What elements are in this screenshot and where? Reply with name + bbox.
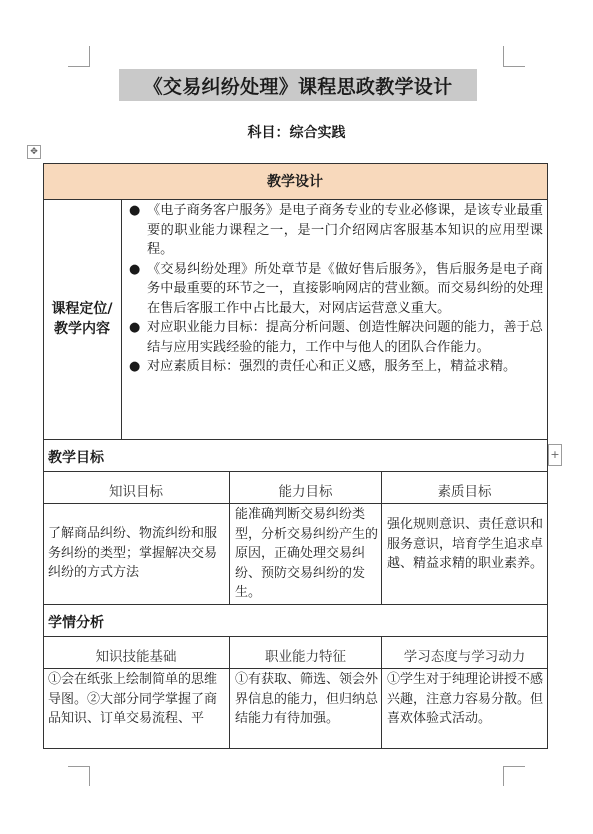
crop-mark [68, 66, 90, 67]
crop-mark [68, 766, 90, 767]
subject-line: 科目：综合实践 [247, 125, 346, 141]
course-position-label: 课程定位/教学内容 [51, 301, 113, 337]
table-border [43, 199, 548, 200]
table-border [381, 636, 382, 749]
crop-mark [503, 46, 504, 66]
analysis-skills-text: ①会在纸张上绘制简单的思维导图。②大部分同学掌握了商品知识、订单交易流程、平 [48, 672, 218, 726]
table-border [547, 163, 548, 749]
analysis-attitude-text: ①学生对于纯理论讲授不感兴趣，注意力容易分散。但喜欢体验式活动。 [387, 672, 544, 726]
table-border [43, 163, 44, 749]
crop-mark [503, 766, 504, 786]
goals-header-knowledge: 知识目标 [109, 484, 163, 500]
table-border [121, 199, 122, 439]
bullet-item: ● 对应职业能力目标：提高分析问题、创造性解决问题的能力，善于总结与应用实践经验的能力，工作中与他人的团队合作能力。 [129, 320, 543, 355]
analysis-header-career: 职业能力特征 [265, 649, 346, 665]
goals-title: 教学目标 [48, 450, 104, 466]
table-border [43, 604, 548, 605]
bullet-icon: ● [129, 203, 141, 218]
crop-mark [89, 46, 90, 66]
crop-mark [503, 66, 525, 67]
goals-quality-text: 强化规则意识、责任意识和服务意识，培育学生追求卓越、精益求精的职业素养。 [387, 517, 544, 571]
table-border [43, 636, 548, 637]
bullet-icon: ● [129, 359, 141, 374]
bullet-icon: ● [129, 320, 141, 335]
table-border [229, 636, 230, 749]
goals-header-quality: 素质目标 [437, 484, 492, 500]
goals-ability-text: 能准确判断交易纠纷类型，分析交易纠纷产生的原因，正确处理交易纠纷、预防交易纠纷的发生。 [235, 507, 379, 600]
bullet-icon: ● [129, 261, 141, 277]
analysis-title: 学情分析 [48, 615, 104, 631]
crop-mark [503, 766, 525, 767]
crop-mark [89, 766, 90, 786]
table-border [43, 668, 548, 669]
table-border [381, 471, 382, 604]
table-border [43, 471, 548, 472]
table-move-icon[interactable]: ✥ [27, 145, 41, 159]
document-title: 《交易纠纷处理》课程思政教学设计 [119, 69, 477, 101]
add-row-icon[interactable]: + [548, 444, 562, 466]
analysis-career-text: ①有获取、筛选、领会外界信息的能力，但归纳总结能力有待加强。 [235, 672, 379, 726]
bullet-item: ● 《电子商务客户服务》是电子商务专业的专业必修课，是该专业最重要的职业能力课程之一，是一门介绍网店客服基本知识的应用型课程。 [129, 203, 543, 257]
analysis-header-skills: 知识技能基础 [95, 649, 177, 665]
table-border [43, 163, 548, 164]
analysis-header-attitude: 学习态度与学习动力 [403, 649, 526, 665]
goals-knowledge-text: 了解商品纠纷、物流纠纷和服务纠纷的类型；掌握解决交易纠纷的方式方法 [48, 526, 218, 580]
bullet-item: ● 对应素质目标：强烈的责任心和正义感，服务至上，精益求精。 [127, 357, 543, 377]
table-border [43, 503, 548, 504]
table-border [43, 748, 548, 749]
design-header: 教学设计 [43, 163, 547, 199]
table-border [43, 439, 548, 440]
goals-header-ability: 能力目标 [278, 484, 333, 500]
course-position-list [127, 201, 543, 377]
table-border [229, 471, 230, 604]
bullet-item: ● 《交易纠纷处理》所处章节是《做好售后服务》，售后服务是电子商务中最重要的环节之一，直接影响网店的营业额。而交易纠纷的处理在售后客服工作中占比最大，对网店运营意义重大。 [129, 261, 543, 316]
